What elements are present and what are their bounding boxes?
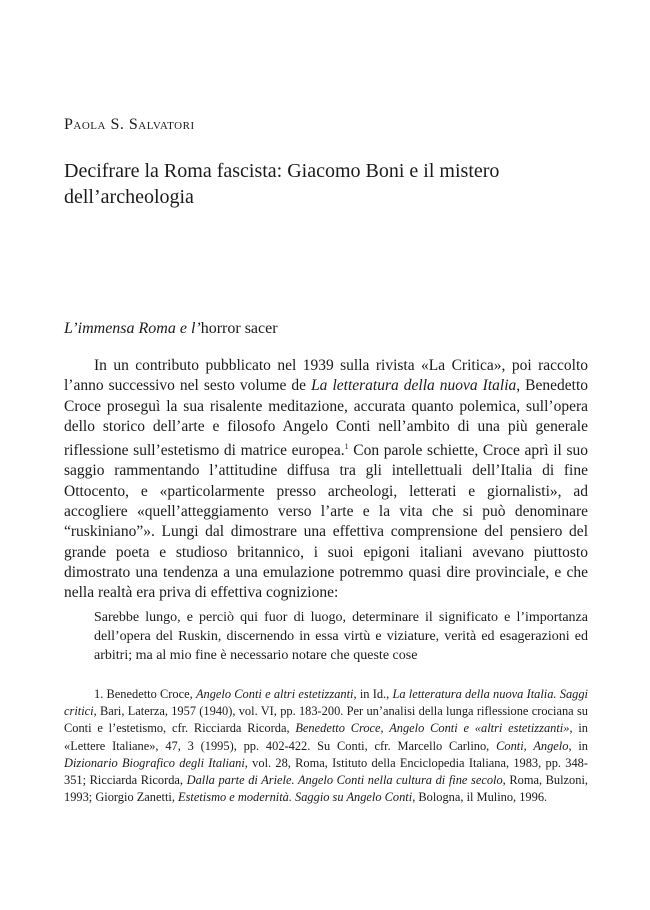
footnote-italic-run: Estetismo e modernità. Saggio su Angelo Conti — [178, 790, 413, 805]
body-text-run: In un contributo pubblicato nel 1939 sulla rivista «La Critica», poi raccolto l’anno successivo nel sesto volume de — [64, 357, 588, 395]
body-paragraph — [64, 356, 588, 604]
footnote-text-run: , in «Lettere Italiane», 47, 3 (1995), pp. 402-422. Su Conti, cfr. Marcello Carlino, — [64, 721, 588, 753]
footnote-1 — [64, 686, 588, 806]
section-heading-roman: horror sacer — [200, 320, 278, 337]
footnote-italic-run: Conti, Angelo — [496, 738, 569, 753]
footnote-reference[interactable]: 1 — [344, 442, 349, 452]
article-title: Decifrare la Roma fascista: Giacomo Boni e il mistero dell’archeologia — [64, 160, 500, 208]
block-quotation: Sarebbe lungo, e perciò qui fuor di luogo, determinare il significato e l’importanza dell’opera del Ruskin, discernendo in essa virtù e viziature, verità ed esagerazioni ed arbitri; ma al mio fine è necessario notare che queste cose — [94, 610, 588, 664]
footnote-italic-run: Dalla parte di Ariele. Angelo Conti nella cultura di fine secolo — [186, 773, 503, 788]
footnote-italic-run: La letteratura della nuova Italia. Saggi critici — [64, 687, 588, 719]
body-text-run: Con parole schiette, Croce aprì il suo saggio rammentando l’attitudine diffusa tra gli intellettuali dell’Italia di fine Ottocento, e «particolarmente presso archeologi, letterati e giornalisti», ad accogliere «quell’atteggiamento verso l’arte e la vita che si può denominare “ruskiniano”». Lungi dal dimostrare una effettiva comprensione del pensiero del grande poeta e studioso britannico, i suoi epigoni italiani avevano piuttosto dimostrato una tendenza a una emulazione potremmo quasi dire provinciale, e che nella realtà era priva di effettiva cognizione: — [64, 442, 588, 602]
author-name: Paola S. Salvatori — [64, 116, 195, 133]
footnote-text-run: , Roma, Bulzoni, 1993; Giorgio Zanetti, — [64, 773, 588, 805]
footnote-text-run: 1. Benedetto Croce, — [94, 687, 196, 701]
footnote-italic-run: Benedetto Croce, Angelo Conti e «altri estetizzanti» — [295, 721, 570, 736]
footnote-italic-run: Dizionario Biografico degli Italiani — [64, 755, 245, 770]
body-italic-run: La letteratura della nuova Italia — [311, 377, 517, 395]
section-heading-italic: L’immensa Roma e l’ — [64, 320, 201, 337]
footnote-text-run: , in Id., — [353, 687, 393, 701]
section-heading — [64, 320, 278, 338]
body-text-run: , Benedetto Croce proseguì la sua risalente meditazione, accurata quanto polemica, sull’opera dello storico dell’arte e filosofo Angelo Conti nell’ambito di una più generale riflessione sull’estetismo di matrice europea. — [64, 377, 588, 460]
footnote-italic-run: Angelo Conti e altri estetizzanti — [195, 687, 354, 701]
footnote-text-run: , vol. 28, Roma, Istituto della Enciclopedia Italiana, 1983, pp. 348-351; Ricciarda Ricorda, — [64, 755, 588, 788]
footnote-text-run: , Bari, Laterza, 1957 (1940), vol. VI, pp. 183-200. Per un’analisi della lunga riflessione crociana su Conti e l’estetismo, cfr. Ricciarda Ricorda, — [64, 704, 588, 736]
footnote-text-run: , Bologna, il Mulino, 1996. — [412, 790, 548, 805]
footnote-text-run: , in — [568, 738, 588, 753]
